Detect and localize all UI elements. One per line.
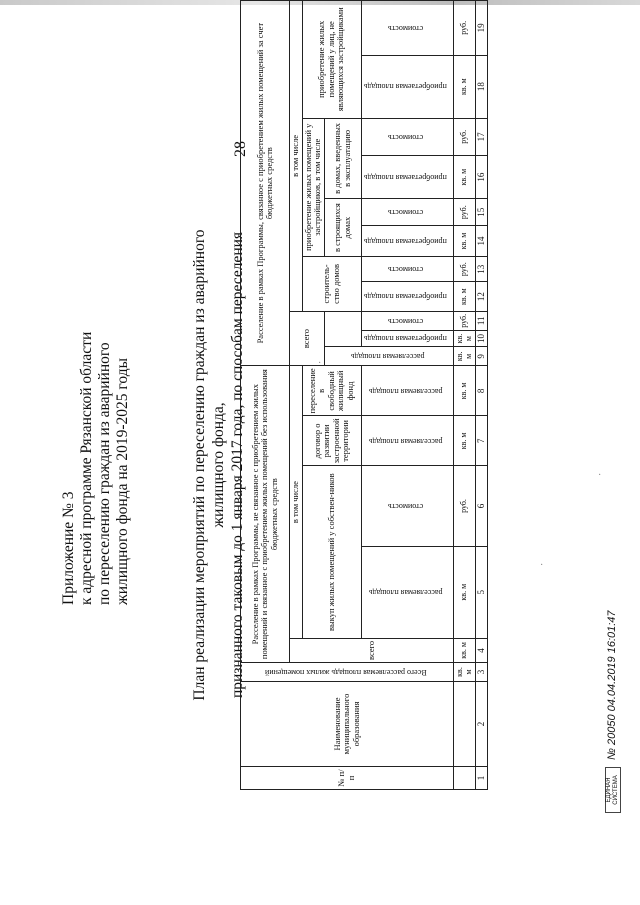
col-number: 7 bbox=[475, 416, 488, 466]
vlabel-19: стоимость bbox=[361, 1, 453, 56]
col-header-group-a: Расселение в рамках Программы, не связанное с приобретением жилых помещений и связанное с приобретением жилых помещений без использования бюджетных средств bbox=[241, 366, 290, 663]
unit-cell: кв. м bbox=[453, 156, 475, 199]
col-header-commissioned: в домах, введенных в эксплуатацию bbox=[324, 118, 361, 199]
unit-cell: руб. bbox=[453, 466, 475, 546]
col-number: 12 bbox=[475, 282, 488, 311]
vlabel-12: приобретаемая площадь bbox=[361, 282, 453, 311]
col-number: 18 bbox=[475, 55, 488, 118]
col-number: 11 bbox=[475, 311, 488, 330]
unit-cell: кв. м bbox=[453, 638, 475, 662]
unit-cell bbox=[453, 767, 475, 790]
col-number: 6 bbox=[475, 466, 488, 546]
unit-cell: руб. bbox=[453, 118, 475, 156]
vlabel-6: стоимость bbox=[361, 466, 453, 546]
vlabel-14: приобретаемая площадь bbox=[361, 226, 453, 257]
unit-cell: кв. м bbox=[453, 282, 475, 311]
col-number: 17 bbox=[475, 118, 488, 156]
vlabel-13: стоимость bbox=[361, 256, 453, 282]
col-header-purchase-non-developers: приобретение жилых помещений у лиц, не являющихся застройщиками bbox=[302, 1, 361, 119]
unit-cell: кв. м bbox=[453, 347, 475, 366]
appendix-line-3: по переселению граждан из аварийного bbox=[96, 342, 113, 605]
vlabel-5: расселяемая площадь bbox=[361, 546, 453, 638]
col-number: 15 bbox=[475, 199, 488, 226]
col-number: 4 bbox=[475, 638, 488, 662]
vlabel-10: приобретаемая площадь bbox=[361, 330, 453, 347]
col-header-a-total: всего bbox=[290, 638, 454, 662]
page-number: 28 bbox=[232, 141, 249, 157]
vlabel-18: приобретаемая площадь bbox=[361, 55, 453, 118]
col-header-a-incl: в том числе bbox=[290, 366, 303, 639]
appendix-line-4: жилищного фонда на 2019-2025 годы bbox=[114, 357, 131, 605]
col-header-free-fund: переселение в свободный жилищный фонд bbox=[302, 366, 361, 416]
scan-speck: · bbox=[598, 470, 602, 481]
vlabel-11: стоимость bbox=[361, 311, 453, 330]
unit-cell: руб. bbox=[453, 1, 475, 56]
unit-cell: кв. м bbox=[453, 366, 475, 416]
registration-signature: № 20050 04.04.2019 16:01:47 bbox=[606, 610, 618, 760]
appendix-heading bbox=[60, 45, 132, 605]
column-numbers-row bbox=[475, 1, 488, 790]
unit-cell: руб. bbox=[453, 199, 475, 226]
unit-cell: кв. м bbox=[453, 546, 475, 638]
unit-cell: кв. м bbox=[453, 330, 475, 347]
col-header-b-incl: в том числе bbox=[290, 1, 303, 312]
unit-cell: кв. м bbox=[453, 55, 475, 118]
col-header-group-b: Расселение в рамках Программы, связанное с приобретением жилых помещений за счет бюджетных средств bbox=[241, 1, 290, 366]
electronic-stamp: ЕДИНАЯ СИСТЕМА bbox=[605, 767, 621, 813]
scan-speck: · bbox=[540, 560, 544, 571]
unit-cell: кв. м bbox=[453, 663, 475, 682]
scan-speck: · bbox=[318, 358, 322, 369]
col-header-b-total: всего bbox=[290, 311, 325, 365]
appendix-line-1: Приложение № 3 bbox=[60, 491, 77, 605]
document-title bbox=[190, 205, 247, 725]
unit-cell bbox=[453, 682, 475, 767]
col-number: 5 bbox=[475, 546, 488, 638]
vlabel-7: расселяемая площадь bbox=[361, 416, 453, 466]
col-number: 9 bbox=[475, 347, 488, 366]
col-header-number: № п/п bbox=[241, 767, 454, 790]
col-header-contract: договор о развитии застроенной территории bbox=[302, 416, 361, 466]
col-number: 8 bbox=[475, 366, 488, 416]
col-number: 19 bbox=[475, 1, 488, 56]
unit-cell: руб. bbox=[453, 311, 475, 330]
col-header-under-construction: в строящихся домах bbox=[324, 199, 361, 257]
unit-cell: кв. м bbox=[453, 416, 475, 466]
title-line-2: признанного таковым до 1 января 2017 года, по способам переселения bbox=[229, 231, 246, 699]
col-number: 14 bbox=[475, 226, 488, 257]
appendix-line-2: к адресной программе Рязанской области bbox=[78, 331, 95, 605]
col-number: 10 bbox=[475, 330, 488, 347]
vlabel-8: расселяемая площадь bbox=[361, 366, 453, 416]
vlabel-15: стоимость bbox=[361, 199, 453, 226]
unit-cell: руб. bbox=[453, 256, 475, 282]
col-header-total-area: Всего расселяемая площадь жилых помещений bbox=[241, 663, 454, 682]
col-header-construction: строитель-ство домов bbox=[302, 256, 361, 311]
col-number: 16 bbox=[475, 156, 488, 199]
units-row bbox=[453, 1, 475, 790]
col-number: 1 bbox=[475, 767, 488, 790]
title-line-1: План реализации мероприятий по переселению граждан из аварийного жилищного фонда, bbox=[191, 229, 227, 701]
resettlement-plan-table bbox=[240, 0, 488, 790]
col-header-buyout: выкуп жилых помещений у собствен-ников bbox=[302, 466, 361, 638]
col-header-b-resettled: расселяемая площадь bbox=[324, 347, 453, 366]
col-header-purchase-developers: приобретение жилых помещений у застройщиков, в том числе bbox=[302, 118, 324, 256]
col-number: 2 bbox=[475, 682, 488, 767]
col-number: 3 bbox=[475, 663, 488, 682]
vlabel-17: стоимость bbox=[361, 118, 453, 156]
col-header-municipality: Наименование муниципального образования bbox=[241, 682, 454, 767]
unit-cell: кв. м bbox=[453, 226, 475, 257]
vlabel-16: приобретаемая площадь bbox=[361, 156, 453, 199]
col-number: 13 bbox=[475, 256, 488, 282]
col-header-b-spacer bbox=[324, 311, 361, 346]
